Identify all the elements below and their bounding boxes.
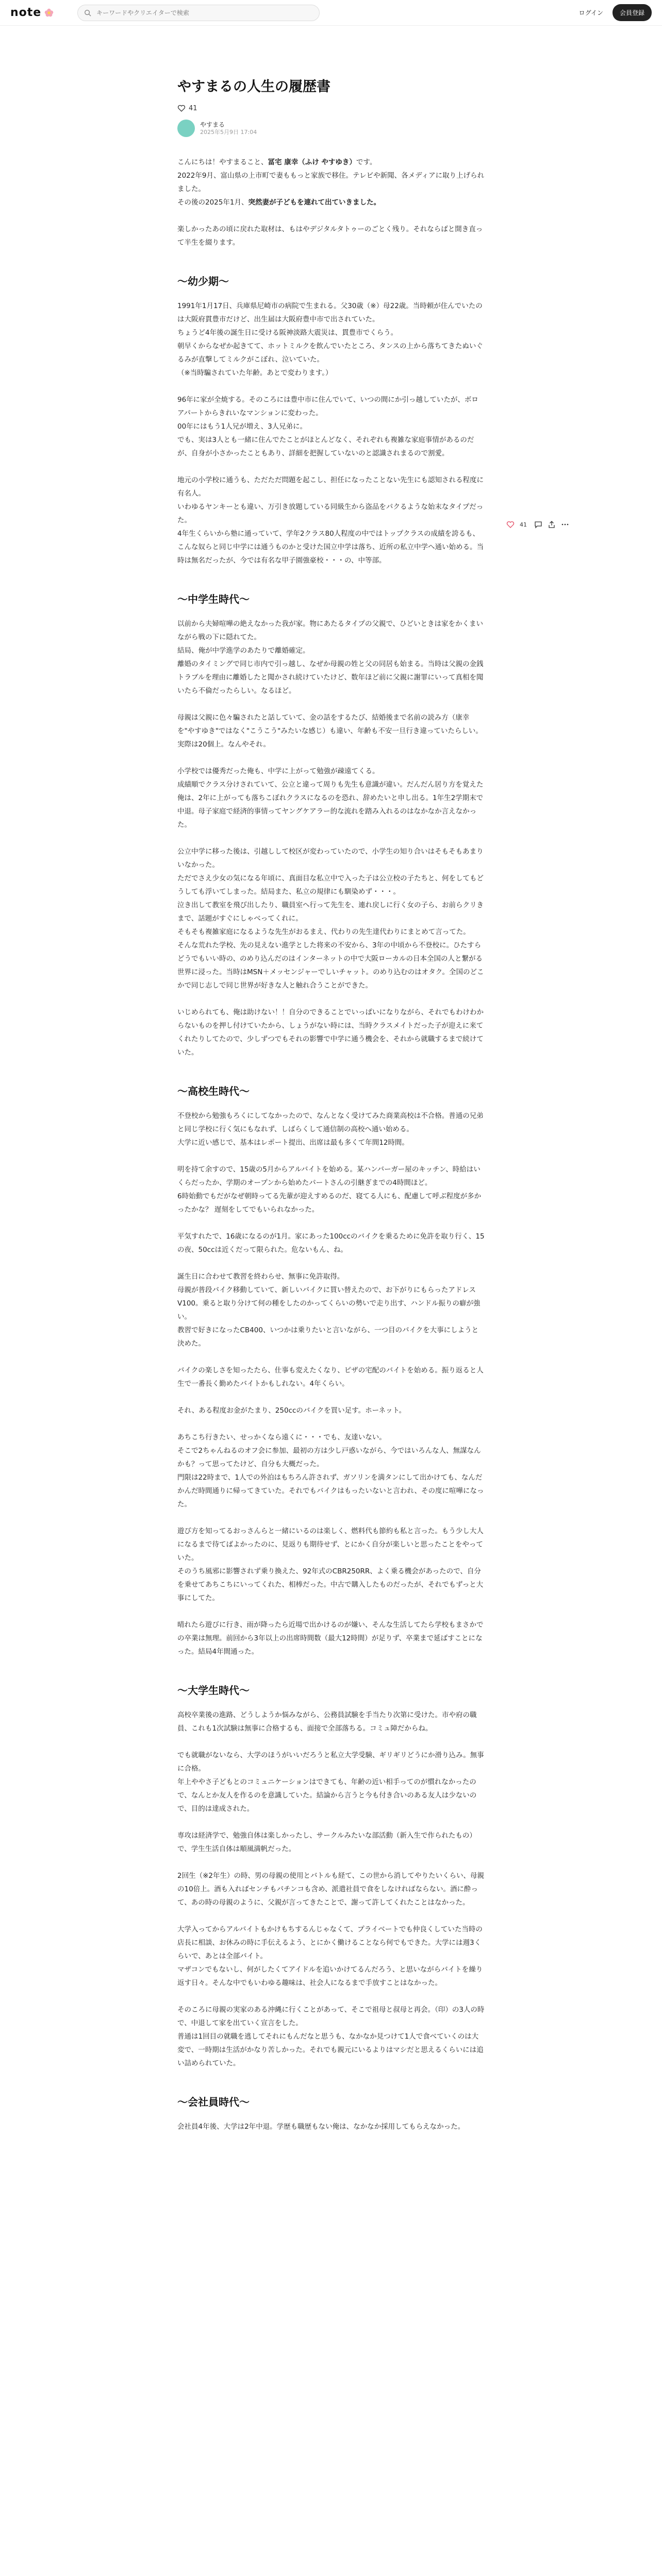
top-header bbox=[0, 0, 662, 26]
paragraph: 誕生日に合わせて教習を終わらせ、無事に免許取得。 母親が普段バイク移動していて、新しいバイクに買い替えたので、お下がりにもらったアドレスV100。乗ると取り分けて何の種をしたのかってくらいの勢いで走り出す、ハンドル振りの癖が強い。 教習で好きになったCB400、いつかは乗りたいと言いながら、一つ目のバイクを大事にしようと決めた。 bbox=[177, 1273, 481, 1348]
floating-actions bbox=[506, 520, 574, 529]
section-heading: 〜高校生時代〜 bbox=[177, 1085, 250, 1097]
paragraph: こんにちは！やすまること、冨宅 康幸（ふけ やすゆき）です。 2022年9月、富山県の上市町で妻ももっと家族で移住。テレビや新聞、各メディアに取り上げられました。 その後の2025年1月、突然妻が子どもを連れて出ていきました。 bbox=[177, 158, 485, 207]
section-heading: 〜大学生時代〜 bbox=[177, 1684, 250, 1697]
paragraph: 1991年1月17日、兵庫県尼崎市の病院で生まれる。父30歳（※）母22歳。当時頼が住んでいたのは大阪府貫豊市だけど、出生届は大阪府豊中市で出されていた。 ちょうど4年後の誕生日に受ける阪神淡路大震災は、貫豊市でくらう。 朝早くからなぜか起きてて、ホットミルクを飲んでいたところ、タンスの上から落ちてきたぬいぐるみが直撃してミルクがこぼれ、泣いていた。 （※当時騙されていた年齢。あとで変わります。） bbox=[177, 302, 483, 377]
paragraph: 以前から夫婦喧嘩の絶えなかった我が家。物にあたるタイプの父親で、ひどいときは家をかくまいながら戦の下に隠れてた。 結局、俺が中学進学のあたりで離婚確定。 離婚のタイミングで同じ市内で引っ越し、なぜか母親の姓と父の同居も始まる。当時は父親の金銭トラブルを理由に離婚したと聞かされ続けていたけど、数年ほど前に父親に謝罪にいって真相を聞いたら不倫だったらしい。なるほど。 bbox=[177, 620, 484, 695]
heart-icon[interactable] bbox=[177, 104, 186, 112]
search-box[interactable] bbox=[77, 5, 320, 21]
author-name[interactable]: やすまる bbox=[200, 121, 225, 128]
share-icon[interactable] bbox=[548, 520, 556, 529]
article-body bbox=[177, 156, 485, 2133]
section-heading: 〜会社員時代〜 bbox=[177, 2096, 250, 2108]
paragraph: 2回生（※2年生）の時、男の母親の使用とバトルも経て、この世から消してやりたいくらい、母親の10倍上。酒も入ればセンチもパチンコも含め、派遣社員で食をしなければならない。酒に酔って、あの時の母親のように、父親が言ってきたことで、謝って許してくれたことはなかった。 bbox=[177, 1872, 484, 1907]
publish-date: 2025年5月9日 17:04 bbox=[200, 129, 257, 135]
paragraph: 公立中学に移った後は、引越しして校区が変わっていたので、小学生の知り合いはそもそもあまりいなかった。 ただでさえ少女の気になる年頃に、真面目な私立中で入った子は公立校の子たちと、何をしてもどうしても浮いてしまった。結局また、私立の規律にも馴染めず・・・。 泣き出して教室を飛び出したり、職員室へ行って先生を、連れ戻しに行く女の子ら、お前らクリきまで、話題がすぐにしゃべってくれに。 そもそも複雑家庭になるような先生がおるまえ、代わりの先生達代わりにまとめて言ってた。 そんな荒れた学校、先の見えない進学とした将来の不安から、3年の中頃から不登校に。ひたすらどうでもいい時の、のめり込んだのはインターネットの中で大阪ローカルの日本全国の人と繋がる世界に浸った。当時はMSN＋メッセンジャーでしいチャット。のめり込むのはオタク。全国のどこかで同じ志しで同じ世界が好きな人と触れ合うことができた。 bbox=[177, 848, 484, 990]
paragraph: 晴れたら遊びに行き、雨が降ったら近場で出かけるのが嫌い、そんな生活してたら学校もまさかでの卒業は無理。前回から3年以上の出席時間数（最大12時間）が足りず、卒業まで延ばすことになった。結局4年間通った。 bbox=[177, 1621, 484, 1656]
signup-button[interactable]: 会員登録 bbox=[613, 4, 652, 21]
side-like-count: 41 bbox=[520, 521, 527, 528]
paragraph: 96年に家が全焼する。そのころには豊中市に住んでいて、いつの間にか引っ越していたが、ボロアパートからきれいなマンションに変わった。 00年にはもう1人兄が増え、3人兄弟に。 でも、実は3人とも一緒に住んでたことがほとんどなく、それぞれも複雑な家庭事情があるのだが、自身が小さかったこともあり、詳細を把握していないのと認識されまるので割愛。 bbox=[177, 396, 478, 457]
paragraph: 平気すれたで、16歳になるのが1月。家にあった100ccのバイクを乗るために免許を取り行く、15の夜、50ccは近くだって限られた。危ないもん、ね。 bbox=[177, 1232, 485, 1254]
author-block[interactable] bbox=[177, 120, 485, 137]
article-title: やすまるの人生の履歴書 bbox=[177, 79, 330, 95]
paragraph: 大学入ってからアルバイトもかけもちするんじゃなくて、プライベートでも仲良くしていた当時の店長に相談、お休みの時に手伝えるよう、とにかく働けることなら何でもできた。大学には週3くらいで、あとは全部バイト。 マザコンでもないし、何がしたくてアイドルを追いかけてるんだろう、と思いながらバイトを繰り返す日々。そんな中でもいわゆる趣味は、社会人になるまで手放すことはなかった。 bbox=[177, 1925, 483, 1987]
paragraph: それ、ある程度お金がたまり、250ccのバイクを買い足す。ホーネット。 bbox=[177, 1406, 406, 1415]
paragraph: 楽しかったあの頃に戻れた取材は、もはやデジタルタトゥーのごとく残り。それならばと開き直って半生を綴ります。 bbox=[177, 225, 483, 247]
search-input[interactable] bbox=[95, 9, 313, 17]
paragraph: 小学校では優秀だった俺も、中学に上がって勉強が疎遠てくる。 成績順でクラス分けされていて、公立と違って周りも先生も意識が違い。だんだん居り方を覚えた俺は、2年に上がっても落ちこぼれクラスになるのを恐れ、辞めたいと申し出る。1年生2学期末で中退。母子家庭で経済的事情ってヤングケアラー的な流れを踏み入れるのはなかなか言えなかった。 bbox=[177, 767, 484, 829]
paragraph: 会社員4年後、大学は2年中退。学歴も職歴もない俺は、なかなか採用してもらえなかった。 bbox=[177, 2123, 465, 2131]
paragraph: 地元の小学校に通うも、ただただ問題を起こし、担任になったことない先生にも認知される程度に有名人。 いわゆるヤンキーとも違い、万引き放題している同級生から盗品をパクるような始末なタイプだった。 4年生くらいから塾に通っていて、学年2クラス80人程度の中ではトップクラスの成績を誇るも、こんな奴らと同じ中学には通うものかと受けた国立中学は落ち、近所の私立中学へ通い始める。当時は無名だったが、今では有名な甲子園強豪校・・・の、中等部。 bbox=[177, 476, 484, 565]
like-count: 41 bbox=[189, 104, 197, 112]
paragraph: 遊び方を知ってるおっさんらと一緒にいるのは楽しく、燃料代も節約も私と言った。もう少し大人になるまで待てばよかったのに、見返りも期待せず、とにかく自分が楽しいと思ったことをやっていた。 そのうち風邪に影響されず乗り換えた、92年式のCBR250RR、よく乗る機会があったので、自分を乗せてあちこちにいってくれた、相棒だった。中古で購入したものだったが、それでもずっと大事にしてた。 bbox=[177, 1527, 484, 1602]
note-logo[interactable] bbox=[10, 6, 55, 19]
comment-icon[interactable] bbox=[534, 520, 542, 529]
paragraph: そのころに母親の実家のある沖縄に行くことがあって、そこで祖母と叔母と再会。（印）の3人の時で、中退して家を出ていく宣言をした。 普通は1回目の就職を逃してそれにもんだなと思うも、なかなか見つけて1人で食べていくのは大変で、一時期は生活がかなり苦しかった。それでも親元にいるよりはマシだと思えるくらいには追い詰められていた。 bbox=[177, 2006, 485, 2067]
section-heading: 〜幼少期〜 bbox=[177, 275, 229, 287]
like-row[interactable] bbox=[177, 104, 485, 112]
paragraph: あちこち行きたい、せっかくなら遠くに・・・でも、友達いない。 そこで2ちゃんねるのオフ会に参加、最初の方は少し戸惑いながら、今ではいろんな人、無謀なんかも？って思ってたけど、自分も大概だった。 門限は22時まで、1人での外泊はもちろん許されず、ガソリンを満タンにして出かけても、なんだかんだ時間通りに帰ってきていた。それでもバイクはもったいないと言われ、その度に喧嘩になった。 bbox=[177, 1433, 484, 1509]
search-icon bbox=[84, 9, 91, 16]
article bbox=[177, 77, 485, 2147]
section-heading: 〜中学生時代〜 bbox=[177, 593, 250, 605]
paragraph: 明を持て余すので、15歳の5月からアルバイトを始める。某ハンバーガー屋のキッチン、時給はいくらだったか、学期のオープンから始めたパートさんの引継ぎまでの4時間ほど。 6時始動でもだがなぜ朝時ってる先輩が迎えすめるのだ、寝てる人にも、配慮して呼ぶ程度が多かったかな？ 遅刻をしてでもいられなかった。 bbox=[177, 1165, 482, 1214]
flower-icon bbox=[43, 7, 55, 19]
more-icon[interactable] bbox=[561, 520, 569, 529]
avatar[interactable] bbox=[177, 120, 195, 137]
paragraph: 高校卒業後の進路、どうしようか悩みながら、公務員試験を手当たり次第に受けた。市や府の職員、これも1次試験は無事に合格するも、面接で全部落ちる。コミュ障だからね。 bbox=[177, 1711, 477, 1733]
login-link[interactable]: ログイン bbox=[578, 9, 603, 16]
logo-text: note bbox=[10, 6, 42, 19]
paragraph: 専攻は経済学で、勉強自体は楽しかったし、サークルみたいな部活動（新入生で作られたもの）で、学生生活自体は順風満帆だった。 bbox=[177, 1832, 476, 1853]
paragraph: 不登校から勉強もろくにしてなかったので、なんとなく受けてみた商業高校は不合格。普通の兄弟と同じ学校に行く気にもなれず、しばらくして通信制の高校へ通い始める。 大学に近い感じで、基本はレポート提出、出席は最も多くて年間12時間。 bbox=[177, 1112, 484, 1147]
paragraph: でも就職がないなら、大学のほうがいいだろうと私立大学受験、ギリギリどうにか滑り込み。無事に合格。 年上ややさ子どもとのコミュニケーションはできても、年齢の近い相手ってのが慣れなかったので、なんとか友人を作るのを意識していた。結論から言うと今も付き合いのある友人は少ないので、目的は達成された。 bbox=[177, 1751, 484, 1813]
heart-icon[interactable] bbox=[506, 520, 515, 529]
paragraph: いじめられても、俺は助けない！！自分のできることでいっぱいになりながら、それでもわけわからないものを押し付けていたから、しょうがない時には、当時クラスメイトだった子が迎えに来てくれたりしてたので、少しずつでもそれの影響で中学に通う機会を、それから就職するまで続けていた。 bbox=[177, 1008, 484, 1057]
paragraph: 母親は父親に色々騙されたと話していて、金の話をするたび、結婚後まで名前の読み方（康幸を"やすゆき"ではなく"こうこう"みたいな感じ）も違い、年齢も不安一旦行き違っていたらしい。実際は20個上。なんやそれ。 bbox=[177, 714, 483, 749]
paragraph: バイクの楽しさを知ったたら、仕事も変えたくなり、ピザの宅配のバイトを始める。振り返ると人生で一番長く勤めたバイトかもしれない。4年くらい。 bbox=[177, 1366, 484, 1388]
